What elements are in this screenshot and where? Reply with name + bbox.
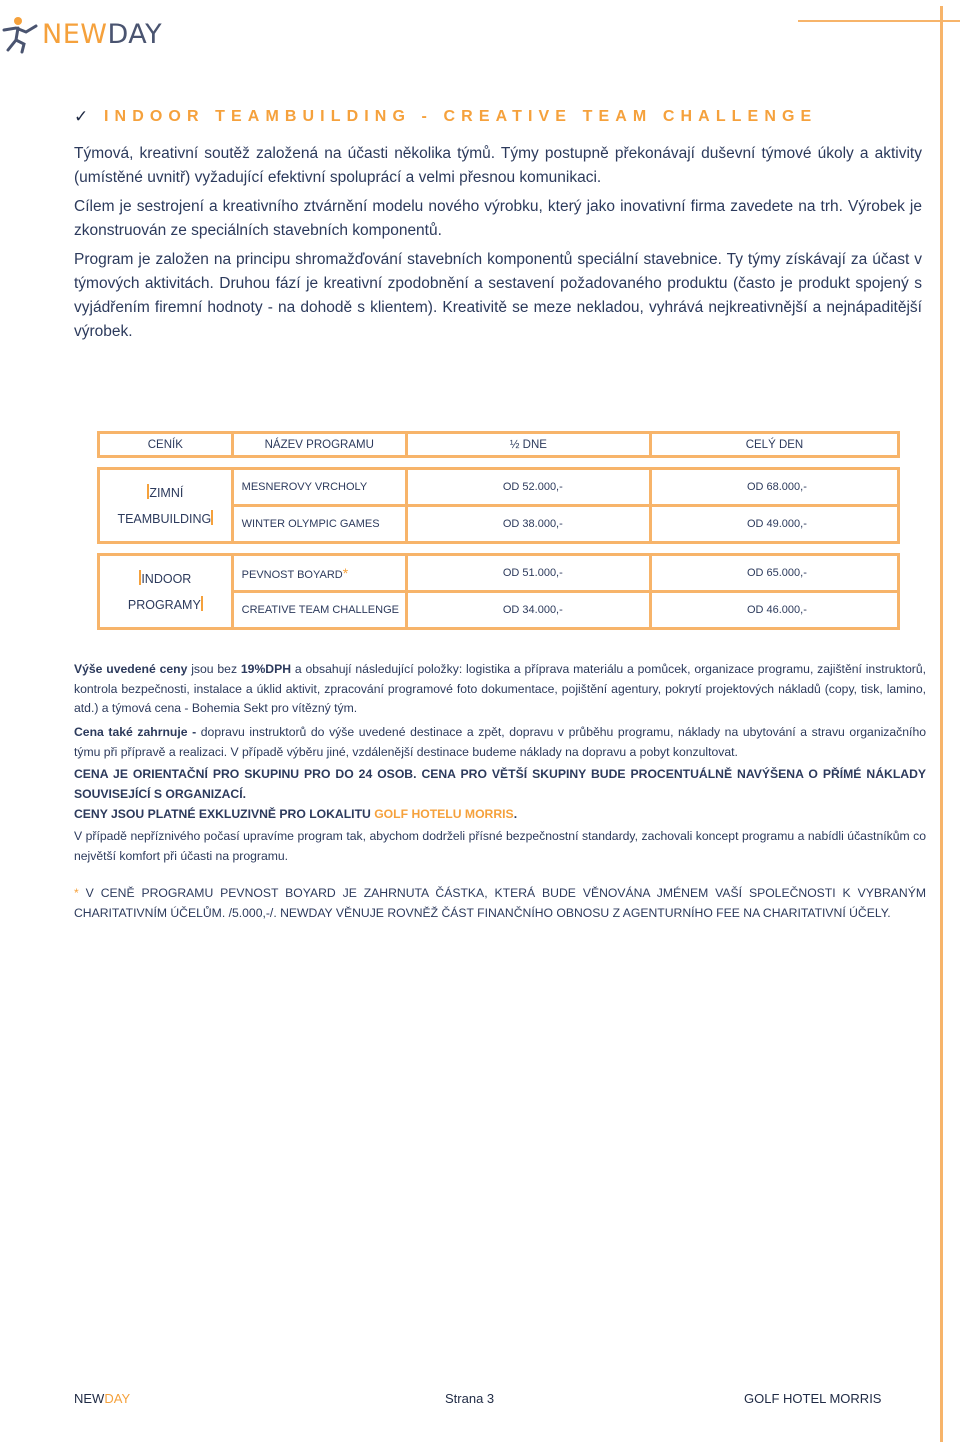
running-figure-icon [2,14,38,54]
note-location: CENY JSOU PLATNÉ EXKLUZIVNĚ PRO LOKALITU GOLF HOTELU MORRIS. [74,807,518,821]
header-cenik: CENÍK [99,433,233,457]
table-row [99,555,899,592]
program-name: CREATIVE TEAM CHALLENGE [232,592,406,629]
price-full-day: OD 46.000,- [650,592,898,629]
note-weather: V případě nepříznivého počasí upravíme program tak, abychom dodrželi přísné bezpečnostní standardy, zachovali koncept programu a nabídli účastníkům co největší komfort při účasti na programu. [74,829,926,863]
price-full-day: OD 68.000,- [650,469,898,506]
footer-brand: NEWDAY [74,1391,131,1406]
table-spacer [99,457,899,469]
price-full-day: OD 65.000,- [650,555,898,592]
price-half-day: OD 52.000,- [406,469,650,506]
logo-wordmark: NEWDAY [42,18,163,50]
note-price-includes: Výše uvedené ceny jsou bez 19%DPH a obsahují následující položky: logistika a příprava materiálu a pomůcek, organizace programu, zajištění instruktorů, kontrola bezpečnosti, instalace a úklid aktivit, zpracování programové foto dokumentace, pojištění agentury, pokrytí projektových nákladů (copy, tisk, lamino, atd.) a týmová cena - Bohemia Sekt pro vítězný tým. [74,662,927,715]
table-spacer [99,543,899,555]
footer-page-number: Strana 3 [445,1391,495,1406]
section-heading [74,107,817,127]
program-name: WINTER OLYMPIC GAMES [232,506,406,543]
note-group-size: CENA JE ORIENTAČNÍ PRO SKUPINU PRO DO 24 OSOB. CENA PRO VĚTŠÍ SKUPINY BUDE PROCENTUÁLNĚ NAVÝŠENA O PŘÍMÉ NÁKLADY SOUVISEJÍCÍ S ORGANIZACÍ. [74,767,926,801]
decorative-vertical-line [940,6,943,1442]
decorative-horizontal-line [798,20,960,22]
intro-paragraph-2: Cílem je sestrojení a kreativního ztvárnění modelu nového výrobku, který jako inovativní firma zavedete na trh. Výrobek je zkonstruován ze speciálních stavebních komponentů. [74,198,922,239]
header-full-day: CELÝ DEN [650,433,898,457]
price-half-day: OD 38.000,- [406,506,650,543]
newday-logo [2,14,162,54]
group-label-winter: ZIMNÍ TEAMBUILDING [99,469,233,543]
table-header-row [99,433,899,457]
price-full-day: OD 49.000,- [650,506,898,543]
header-half-day: ½ DNE [406,433,650,457]
program-name: MESNEROVY VRCHOLY [232,469,406,506]
price-half-day: OD 51.000,- [406,555,650,592]
note-price-also-includes: Cena také zahrnuje - dopravu instruktorů do výše uvedené destinace a zpět, dopravu v průběhu programu, náklady na ubytování a stravu organizačního týmu při přípravě a realizaci. V případě výběru jiné, vzdálenější destinace budeme náklady na dopravu a pobyt konzultovat. [74,725,926,759]
hotel-name: GOLF HOTELU MORRIS [374,807,514,821]
intro-paragraph-1: Týmová, kreativní soutěž založená na účasti několika týmů. Týmy postupně překonávají duševní týmové úkoly a aktivity (umístěné uvnitř) vyžadující efektivní spoluprácí a velmi přesnou komunikaci. [74,145,922,186]
asterisk-mark: * [74,886,79,900]
group-label-indoor: INDOOR PROGRAMY [99,555,233,629]
accent-bar [211,510,213,525]
asterisk-mark: * [342,565,349,581]
heading-title: INDOOR TEAMBUILDING - CREATIVE TEAM CHALLENGE [104,108,818,125]
note-charity: * V CENĚ PROGRAMU PEVNOST BOYARD JE ZAHRNUTA ČÁSTKA, KTERÁ BUDE VĚNOVÁNA JMÉNEM VAŠÍ SPOLEČNOSTI K VYBRANÝM CHARITATIVNÍM ÚČELŮM. /5.000,-/. NEWDAY VĚNUJE ROVNĚŽ ČÁST FINANČNÍHO OBNOSU Z AGENTURNÍHO FEE NA CHARITATIVNÍ ÚČELY. [74,886,926,920]
footer-hotel: GOLF HOTEL MORRIS [744,1391,882,1406]
intro-paragraph-3: Program je založen na principu shromažďování stavebních komponentů speciální stavebnice. Ty týmy získávají za účast v týmových aktivitách. Druhou fází je kreativní zpodobnění a sestavení požadovaného produktu (často je produkt spojený s vyjádřením firemní hodnoty - na dohodě s klientem). Kreativitě se meze nekladou, vyhrává nejkreativnější a nejnápaditější výrobek. [74,251,922,340]
price-table [97,431,900,630]
program-name: PEVNOST BOYARD* [232,555,406,592]
accent-bar [201,596,203,611]
checkmark-icon: ✓ [74,107,89,126]
table-row [99,469,899,506]
price-half-day: OD 34.000,- [406,592,650,629]
header-program-name: NÁZEV PROGRAMU [232,433,406,457]
